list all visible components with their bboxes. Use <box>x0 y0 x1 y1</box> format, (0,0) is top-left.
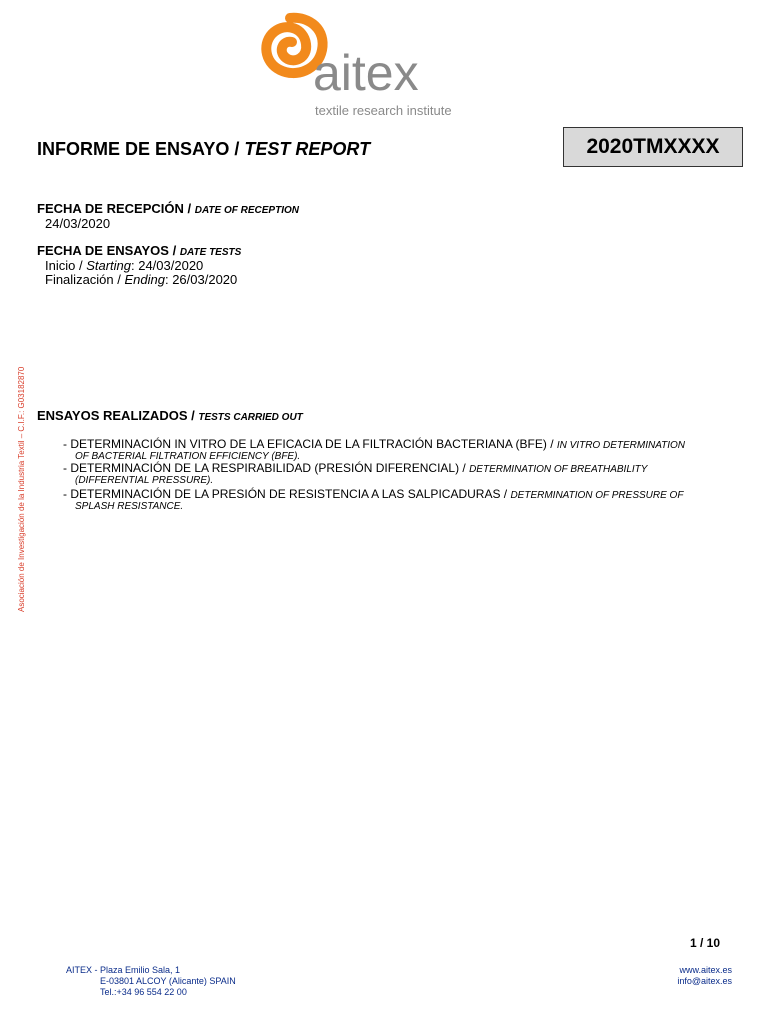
reception-heading <box>37 201 299 216</box>
test-item-es: - DETERMINACIÓN DE LA RESPIRABILIDAD (PRESIÓN DIFERENCIAL) / <box>63 461 470 475</box>
reception-heading-en: DATE OF RECEPTION <box>194 205 299 216</box>
logo-wordmark: aitex <box>313 45 419 101</box>
test-item <box>63 487 683 501</box>
tests-heading-es: ENSAYOS REALIZADOS <box>37 408 188 423</box>
tests-heading-sep: / <box>187 408 199 423</box>
test-item <box>63 461 647 475</box>
reception-heading-sep: / <box>183 201 195 216</box>
page-number: 1 / 10 <box>690 936 721 950</box>
test-item-cont: OF BACTERIAL FILTRATION EFFICIENCY (BFE). <box>75 451 301 462</box>
logo-tagline: textile research institute <box>315 103 452 118</box>
title-sep: / <box>229 139 245 159</box>
start-label-en: Starting <box>86 258 131 273</box>
test-item-es: - DETERMINACIÓN DE LA PRESIÓN DE RESISTENCIA A LAS SALPICADURAS / <box>63 487 511 501</box>
end-date-line <box>45 272 237 287</box>
reception-date: 24/03/2020 <box>45 216 111 231</box>
footer-address-line: Tel.:+34 96 554 22 00 <box>100 987 187 997</box>
side-legal-text: Asociación de Investigación de la Industria Textil – C.I.F.: G03182870 <box>17 366 26 612</box>
footer-address-line: E-03801 ALCOY (Alicante) SPAIN <box>100 976 236 986</box>
footer-address-line: AITEX - Plaza Emilio Sala, 1 <box>66 965 181 975</box>
report-code-box <box>563 127 743 167</box>
start-label-es: Inicio / <box>45 258 87 273</box>
end-date: : 26/03/2020 <box>164 272 238 287</box>
tests-dates-heading <box>37 243 241 258</box>
tests-heading <box>37 408 303 423</box>
test-item <box>63 437 685 451</box>
page-title <box>37 139 370 160</box>
title-es: INFORME DE ENSAYO <box>37 139 230 159</box>
test-item-en: DETERMINATION OF PRESSURE OF <box>510 490 684 501</box>
end-label-en: Ending <box>124 272 165 287</box>
tests-heading-en: TESTS CARRIED OUT <box>198 412 303 423</box>
test-item-en: IN VITRO DETERMINATION <box>556 440 686 451</box>
report-code: 2020TMXXXX <box>586 135 720 158</box>
test-item-es: - DETERMINACIÓN IN VITRO DE LA EFICACIA DE LA FILTRACIÓN BACTERIANA (BFE) / <box>63 437 557 451</box>
end-label-es: Finalización / <box>45 272 125 287</box>
tests-dates-heading-en: DATE TESTS <box>179 247 242 258</box>
test-item-en: DETERMINATION OF BREATHABILITY <box>469 464 648 475</box>
title-en: TEST REPORT <box>244 139 371 159</box>
tests-dates-heading-sep: / <box>168 243 180 258</box>
tests-dates-heading-es: FECHA DE ENSAYOS <box>37 243 169 258</box>
test-item-cont: (DIFFERENTIAL PRESSURE). <box>75 475 214 486</box>
reception-heading-es: FECHA DE RECEPCIÓN <box>37 201 184 216</box>
start-date-line <box>45 258 203 273</box>
footer-email-link[interactable]: info@aitex.es <box>677 976 732 986</box>
footer-web-link[interactable]: www.aitex.es <box>679 965 732 975</box>
start-date: : 24/03/2020 <box>131 258 204 273</box>
test-item-cont: SPLASH RESISTANCE. <box>75 501 184 512</box>
